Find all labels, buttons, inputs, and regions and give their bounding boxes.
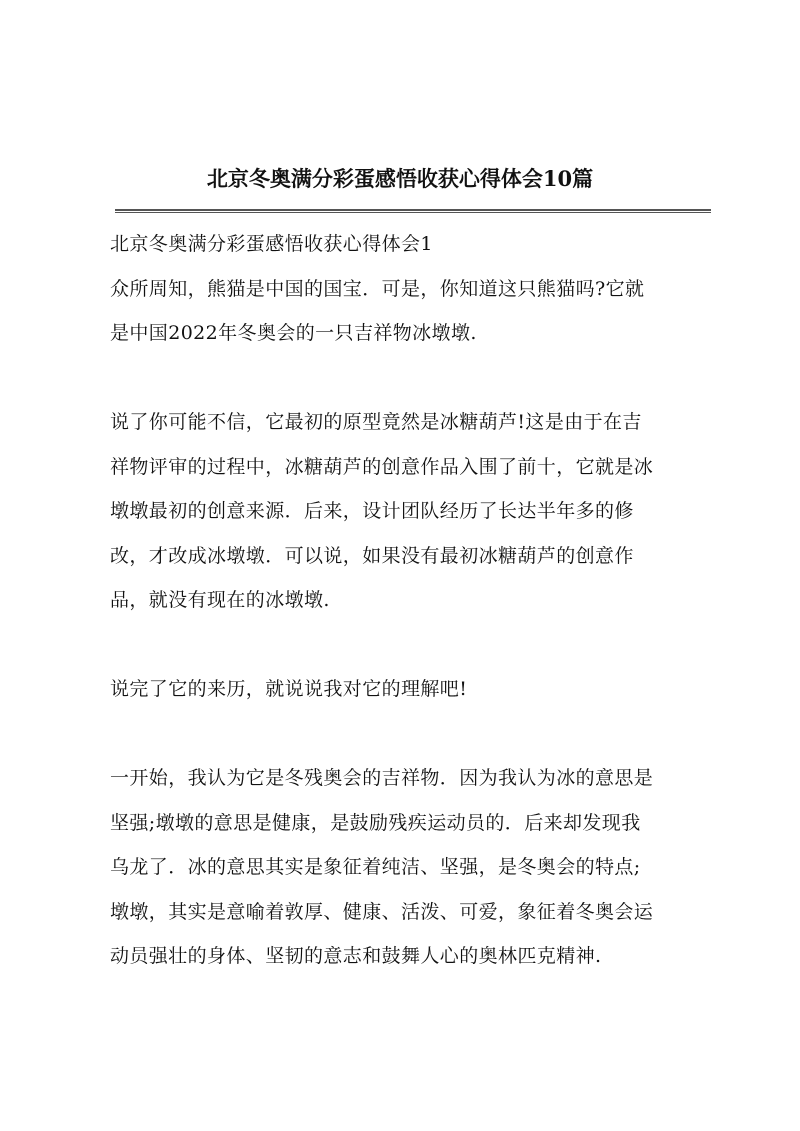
paragraph-line: 改，才改成冰墩墩．可以说，如果没有最初冰糖葫芦的创意作: [110, 544, 634, 567]
paragraph-line: 坚强;墩墩的意思是健康，是鼓励残疾运动员的．后来却发现我: [110, 811, 641, 834]
paragraph-2: [110, 400, 710, 623]
paragraph-line: 墩墩，其实是意喻着敦厚、健康、活泼、可爱，象征着冬奥会运: [110, 900, 654, 923]
paragraph-line: 乌龙了．冰的意思其实是象征着纯洁、坚强，是冬奥会的特点;: [110, 856, 641, 878]
paragraph-line: 一开始，我认为它是冬残奥会的吉祥物．因为我认为冰的意思是: [110, 767, 654, 789]
paragraph-spacer: [110, 356, 710, 401]
paragraph-spacer: [110, 623, 710, 668]
section-heading: 北京冬奥满分彩蛋感悟收获心得体会1: [110, 233, 433, 255]
paragraph-line: 说完了它的来历，就说说我对它的理解吧!: [110, 678, 468, 700]
title-divider: [115, 209, 711, 213]
document-title: 北京冬奥满分彩蛋感悟收获心得体会10篇: [206, 166, 594, 191]
paragraph-line: 品，就没有现在的冰墩墩.: [110, 589, 330, 611]
paragraph-line: 祥物评审的过程中，冰糖葫芦的创意作品入围了前十，它就是冰: [110, 455, 654, 478]
paragraph-1: [110, 267, 710, 356]
paragraph-line: 是中国2022年冬奥会的一只吉祥物冰墩墩.: [110, 322, 477, 344]
paragraph-line: 墩墩最初的创意来源．后来，设计团队经历了长达半年多的修: [110, 500, 634, 522]
paragraph-line: 说了你可能不信，它最初的原型竟然是冰糖葫芦!这是由于在吉: [110, 411, 642, 433]
document-body: [110, 222, 710, 979]
paragraph-3: [110, 667, 710, 712]
paragraph-line: 动员强壮的身体、坚韧的意志和鼓舞人心的奥林匹克精神.: [110, 945, 602, 967]
paragraph-line: 众所周知，熊猫是中国的国宝．可是，你知道这只熊猫吗?它就: [110, 277, 645, 300]
paragraph-spacer: [110, 712, 710, 757]
paragraph-4: [110, 756, 710, 979]
